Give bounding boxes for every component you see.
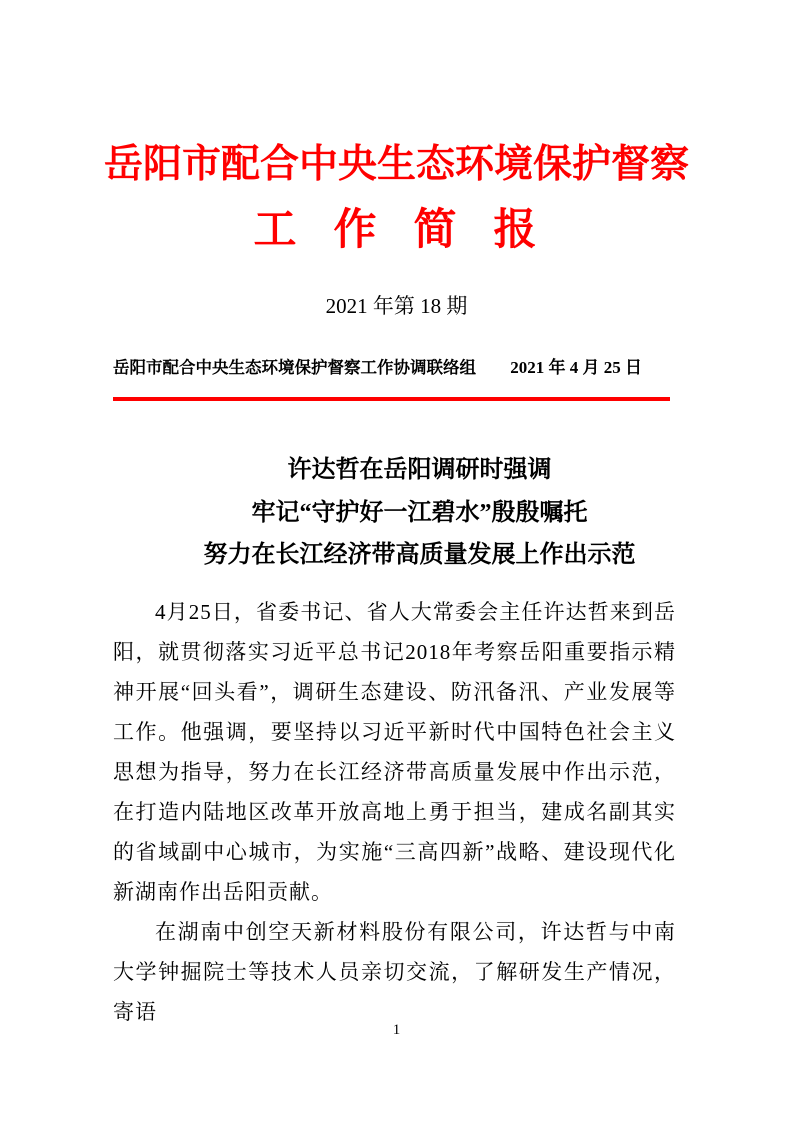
issue-number: 2021 年第 18 期 [325, 294, 468, 318]
masthead-title-line2: 工作简报 [253, 207, 574, 254]
headline-line-1: 许达哲在岳阳调研时强调 [287, 457, 552, 483]
page-number: 1 [392, 1022, 401, 1038]
masthead-title-line1: 岳阳市配合中央生态环境保护督察 [103, 143, 689, 186]
body-paragraph: 在湖南中创空天新材料股份有限公司，许达哲与中南大学钟掘院士等技术人员亲切交流，了解研发生产情况，寄语 [113, 920, 676, 1024]
organizer-name: 岳阳市配合中央生态环境保护督察工作协调联络组 [113, 358, 476, 377]
headline-line-2: 牢记“守护好一江碧水”殷殷嘱托 [251, 499, 588, 526]
issue-date: 2021 年 4 月 25 日 [510, 358, 642, 377]
article-body [113, 592, 676, 1032]
article-headline [0, 449, 793, 577]
body-paragraph: 4月25日，省委书记、省人大常委会主任许达哲来到岳阳，就贯彻落实习近平总书记2018年考察岳阳重要指示精神开展“回头看”，调研生态建设、防汛备汛、产业发展等工作。他强调，要坚持以习近平新时代中国特色社会主义思想为指导，努力在长江经济带高质量发展中作出示范，在打造内陆地区改革开放高地上勇于担当，建成名副其实的省域副中心城市，为实施“三高四新”战略、建设现代化新湖南作出岳阳贡献。 [113, 600, 676, 904]
headline-line-3: 努力在长江经济带高质量发展上作出示范 [203, 542, 636, 568]
masthead-info-row [113, 353, 676, 378]
masthead-divider-rule [113, 397, 670, 401]
